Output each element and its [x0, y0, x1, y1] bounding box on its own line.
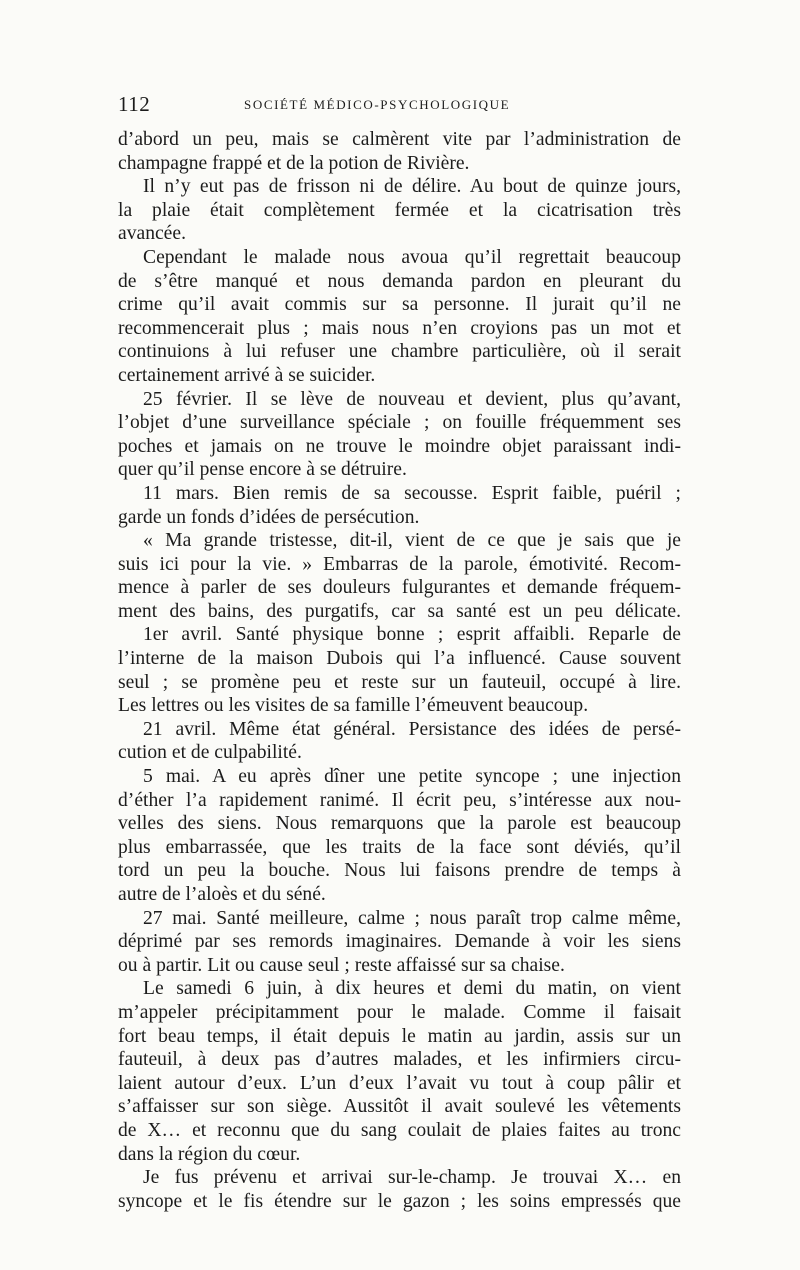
text-line: Cependant le malade nous avoua qu’il regrettait beaucoup: [143, 246, 681, 268]
text-line: ou à partir. Lit ou cause seul ; reste affaissé sur sa chaise.: [118, 954, 565, 976]
text-line: d’éther l’a rapidement ranimé. Il écrit peu, s’intéresse aux nou-: [118, 789, 681, 811]
text-line: de s’être manqué et nous demanda pardon en pleurant du: [118, 270, 681, 292]
text-line: 21 avril. Même état général. Persistance des idées de persé-: [143, 718, 681, 740]
body-text: [118, 128, 681, 1213]
text-line: tord un peu la bouche. Nous lui faisons prendre de temps à: [118, 860, 681, 882]
text-line: avancée.: [118, 223, 186, 245]
text-line: Les lettres ou les visites de sa famille l’émeuvent beaucoup.: [118, 695, 589, 717]
text-line: Il n’y eut pas de frisson ni de délire. Au bout de quinze jours,: [143, 176, 681, 198]
text-line: 5 mai. A eu après dîner une petite syncope ; une injection: [143, 766, 681, 788]
text-line: fauteuil, à deux pas d’autres malades, et les infirmiers circu-: [118, 1049, 681, 1071]
text-line: 11 mars. Bien remis de sa secousse. Esprit faible, puéril ;: [143, 482, 681, 504]
page-header: [118, 92, 678, 116]
text-line: l’interne de la maison Dubois qui l’a influencé. Cause souvent: [118, 648, 681, 670]
text-line: syncope et le fis étendre sur le gazon ; les soins empressés que: [118, 1190, 681, 1212]
text-line: ment des bains, des purgatifs, car sa santé est un peu délicate.: [118, 600, 681, 622]
text-line: m’appeler précipitamment pour le malade. Comme il faisait: [118, 1001, 681, 1023]
text-line: seul ; se promène peu et reste sur un fauteuil, occupé à lire.: [118, 671, 681, 693]
text-line: poches et jamais on ne trouve le moindre objet paraissant indi-: [118, 435, 681, 457]
text-line: mence à parler de ses douleurs fulgurantes et demande fréquem-: [118, 577, 681, 599]
text-line: autre de l’aloès et du séné.: [118, 884, 326, 905]
text-line: suis ici pour la vie. » Embarras de la parole, émotivité. Recom-: [118, 553, 681, 575]
text-line: laient autour d’eux. L’un d’eux l’avait vu tout à coup pâlir et: [118, 1072, 681, 1094]
text-line: crime qu’il avait commis sur sa personne. Il jurait qu’il ne: [118, 294, 681, 316]
text-line: dans la région du cœur.: [118, 1143, 301, 1165]
text-line: 25 février. Il se lève de nouveau et devient, plus qu’avant,: [143, 388, 681, 410]
text-line: fort beau temps, il était depuis le matin au jardin, assis sur un: [118, 1025, 681, 1047]
text-line: 27 mai. Santé meilleure, calme ; nous paraît trop calme même,: [143, 907, 681, 929]
text-line: Le samedi 6 juin, à dix heures et demi du matin, on vient: [143, 978, 681, 1000]
text-line: plus embarrassée, que les traits de la face sont déviés, qu’il: [118, 836, 681, 858]
text-line: continuions à lui refuser une chambre particulière, où il serait: [118, 341, 681, 363]
text-line: certainement arrivé à se suicider.: [118, 364, 376, 386]
running-head: SOCIÉTÉ MÉDICO-PSYCHOLOGIQUE: [244, 97, 511, 112]
text-line: champagne frappé et de la potion de Rivière.: [118, 152, 470, 174]
text-line: « Ma grande tristesse, dit-il, vient de ce que je sais que je: [143, 530, 681, 552]
page-number: 112: [118, 92, 151, 116]
text-line: s’affaisser sur son siège. Aussitôt il avait soulevé les vêtements: [118, 1096, 681, 1118]
text-line: de X… et reconnu que du sang coulait de plaies faites au tronc: [118, 1119, 681, 1141]
text-line: 1er avril. Santé physique bonne ; esprit affaibli. Reparle de: [143, 624, 681, 646]
text-line: Je fus prévenu et arrivai sur-le-champ. Je trouvai X… en: [143, 1167, 681, 1189]
text-line: la plaie était complètement fermée et la cicatrisation très: [118, 199, 681, 221]
text-line: l’objet d’une surveillance spéciale ; on fouille fréquemment ses: [118, 412, 681, 434]
text-line: recommencerait plus ; mais nous n’en croyions pas un mot et: [118, 317, 681, 339]
text-line: d’abord un peu, mais se calmèrent vite par l’administration de: [118, 129, 681, 150]
text-line: déprimé par ses remords imaginaires. Demande à voir les siens: [118, 931, 681, 953]
text-line: cution et de culpabilité.: [118, 742, 302, 764]
text-line: velles des siens. Nous remarquons que la parole est beaucoup: [118, 813, 681, 835]
text-line: garde un fonds d’idées de persécution.: [118, 506, 420, 528]
text-line: quer qu’il pense encore à se détruire.: [118, 459, 407, 481]
